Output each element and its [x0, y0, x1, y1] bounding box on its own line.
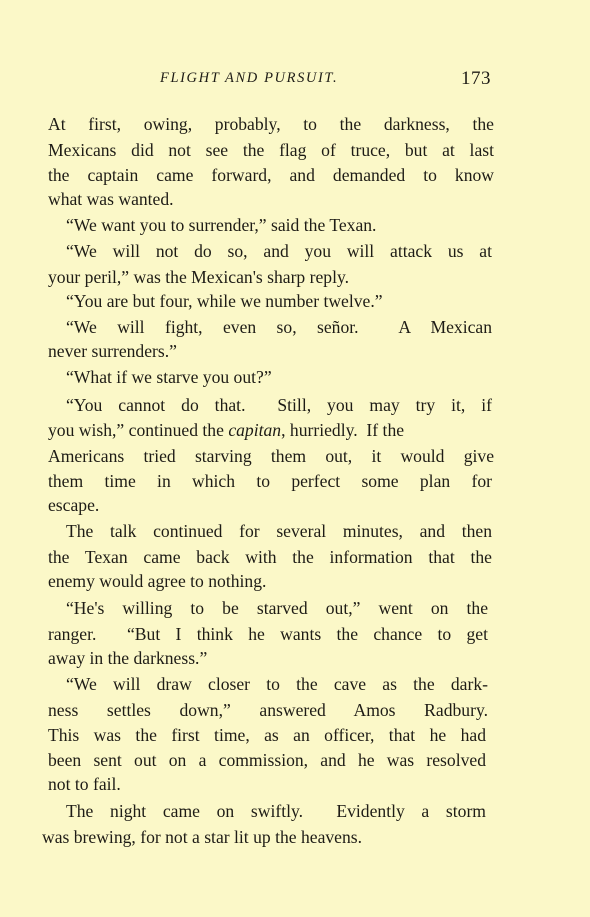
text-line: The night came on swiftly. Evidently a storm	[66, 801, 486, 821]
text-line: Mexicans did not see the flag of truce, but at last	[48, 140, 494, 160]
text-line: the Texan came back with the information that the	[48, 547, 492, 567]
text-line: “We will not do so, and you will attack us at	[66, 241, 492, 261]
text-line: escape.	[48, 495, 100, 515]
text-line: what was wanted.	[48, 189, 174, 209]
text-line: “He's willing to be starved out,” went on the	[66, 598, 488, 618]
text-line: not to fail.	[48, 774, 121, 794]
text-line: the captain came forward, and demanded to know	[48, 165, 494, 185]
text-line: “We want you to surrender,” said the Texan.	[66, 215, 377, 235]
running-title: FLIGHT AND PURSUIT.	[160, 70, 339, 86]
text-line: The talk continued for several minutes, and then	[66, 521, 492, 541]
text-line: ranger. “But I think he wants the chance to get	[48, 624, 488, 644]
text-line: was brewing, for not a star lit up the heavens.	[42, 827, 363, 847]
text-line: away in the darkness.”	[48, 648, 208, 668]
text-line: ness settles down,” answered Amos Radbury.	[48, 700, 488, 720]
text-line: “You are but four, while we number twelve.”	[66, 291, 383, 311]
text-line: enemy would agree to nothing.	[48, 571, 267, 591]
text-line	[48, 420, 494, 440]
italic-word: capitan	[228, 420, 282, 440]
text-line: them time in which to perfect some plan for	[48, 471, 492, 491]
text-line: This was the first time, as an officer, that he had	[48, 725, 486, 745]
text-line: “You cannot do that. Still, you may try it, if	[66, 395, 492, 415]
text-line: been sent out on a commission, and he was resolved	[48, 750, 486, 770]
text-line: At first, owing, probably, to the darkness, the	[48, 114, 494, 134]
running-head	[0, 68, 590, 92]
text-line: “We will fight, even so, señor. A Mexican	[66, 317, 492, 337]
text-line: Americans tried starving them out, it would give	[48, 446, 494, 466]
page-number: 173	[461, 68, 491, 89]
text-span: , hurriedly. If the	[281, 420, 405, 440]
text-line: your peril,” was the Mexican's sharp reply.	[48, 267, 350, 287]
text-line: never surrenders.”	[48, 341, 177, 361]
text-line: “We will draw closer to the cave as the dark-	[66, 674, 488, 694]
text-span: you wish,” continued the	[48, 420, 229, 440]
text-line: “What if we starve you out?”	[66, 367, 272, 387]
